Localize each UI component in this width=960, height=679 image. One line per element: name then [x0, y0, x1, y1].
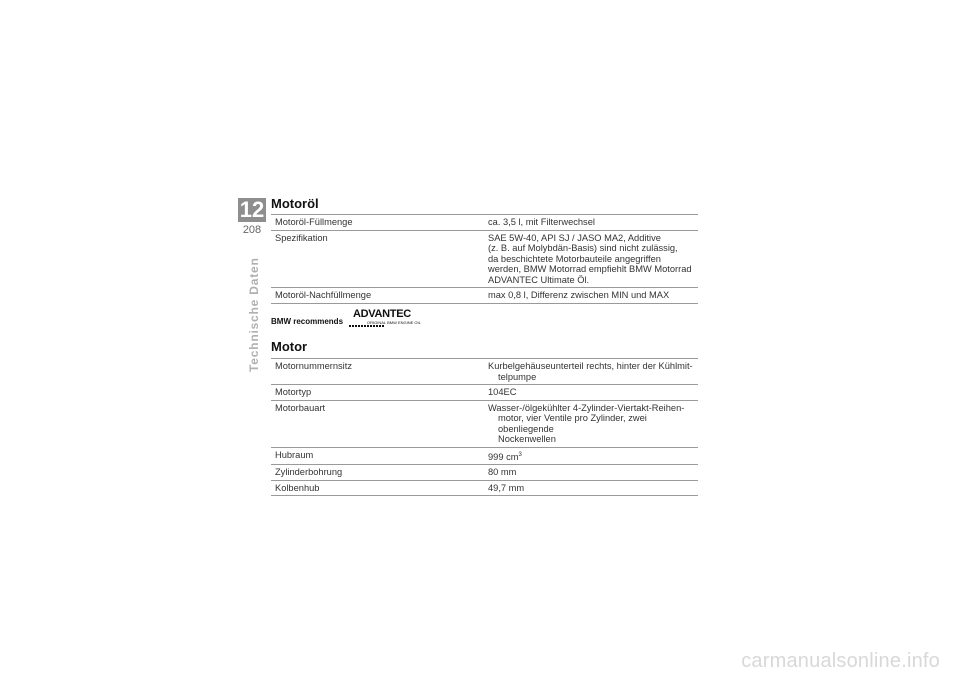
- spec-key: Kolbenhub: [271, 480, 485, 496]
- table-row: [271, 288, 698, 304]
- spec-key: Motoröl-Nachfüllmenge: [271, 288, 485, 304]
- spec-value-line: (z. B. auf Molybdän-Basis) sind nicht zulässig,: [488, 243, 678, 253]
- table-row: [271, 480, 698, 496]
- spec-value: [485, 230, 698, 288]
- table-row: [271, 230, 698, 288]
- logo-stripe-icon: [349, 325, 385, 327]
- spec-value-line: max 0,8 l, Differenz zwischen MIN und MAX: [488, 290, 670, 300]
- spec-value-line: Kurbelgehäuseunterteil rechts, hinter der Kühlmit-: [488, 361, 693, 371]
- table-row: [271, 400, 698, 447]
- spec-value: [485, 215, 698, 231]
- bmw-recommends-text: BMW recommends: [271, 317, 344, 326]
- spec-value: [485, 288, 698, 304]
- advantec-logo: [353, 308, 433, 330]
- spec-value-line: telpumpe: [498, 371, 537, 382]
- table-row: [271, 465, 698, 481]
- displacement-value: 999 cm: [488, 451, 519, 462]
- chapter-tab: [238, 198, 266, 238]
- spec-value-line: werden, BMW Motorrad empfiehlt BMW Motorrad: [488, 264, 692, 274]
- chapter-number: 12: [239, 197, 265, 222]
- spec-value: [485, 447, 698, 465]
- spec-value-line: [488, 450, 698, 463]
- spec-value-line: 104EC: [488, 387, 517, 397]
- spec-key: Motoröl-Füllmenge: [271, 215, 485, 231]
- spec-value-line: da beschichtete Motorbauteile angegriffen: [488, 253, 661, 264]
- spec-value-line: ADVANTEC Ultimate Öl.: [488, 274, 590, 285]
- spec-value-line: 49,7 mm: [488, 482, 525, 493]
- table-row: [271, 447, 698, 465]
- spec-key: Motortyp: [271, 385, 485, 401]
- watermark: carmanualsonline.info: [741, 650, 940, 672]
- side-section-text: Technische Daten: [247, 257, 261, 372]
- advantec-logo-wordmark: ADVANTEC: [353, 308, 411, 320]
- section-title-motor: Motor: [271, 339, 308, 354]
- spec-key: Motorbauart: [271, 400, 485, 447]
- spec-value-line: Nockenwellen: [498, 434, 556, 444]
- spec-value: [485, 465, 698, 481]
- spec-key: Hubraum: [271, 447, 485, 465]
- spec-value-line: Wasser-/ölgekühlter 4-Zylinder-Viertakt-Reihen-: [488, 402, 685, 413]
- displacement-exponent: 3: [518, 451, 522, 458]
- motor-spec-table: [271, 358, 698, 496]
- spec-value: [485, 480, 698, 496]
- spec-value-line: 80 mm: [488, 467, 517, 478]
- spec-key: Spezifikation: [271, 230, 485, 288]
- spec-value: [485, 359, 698, 385]
- advantec-logo-tagline: ORIGINAL BMW ENGINE OIL: [367, 320, 421, 325]
- table-row: [271, 215, 698, 231]
- spec-key: Motornummernsitz: [271, 359, 485, 385]
- spec-value-line: motor, vier Ventile pro Zylinder, zwei obenliegende: [498, 413, 647, 434]
- section-title-motoroel: Motoröl: [271, 196, 319, 211]
- bmw-recommends-banner: [271, 308, 431, 330]
- table-row: [271, 385, 698, 401]
- table-row: [271, 359, 698, 385]
- spec-key: Zylinderbohrung: [271, 465, 485, 481]
- spec-value-line: ca. 3,5 l, mit Filterwechsel: [488, 217, 595, 227]
- motoroel-spec-table: [271, 214, 698, 304]
- spec-value: [485, 385, 698, 401]
- spec-value: [485, 400, 698, 447]
- page-number: 208: [242, 224, 262, 236]
- spec-value-line: SAE 5W-40, API SJ / JASO MA2, Additive: [488, 232, 661, 243]
